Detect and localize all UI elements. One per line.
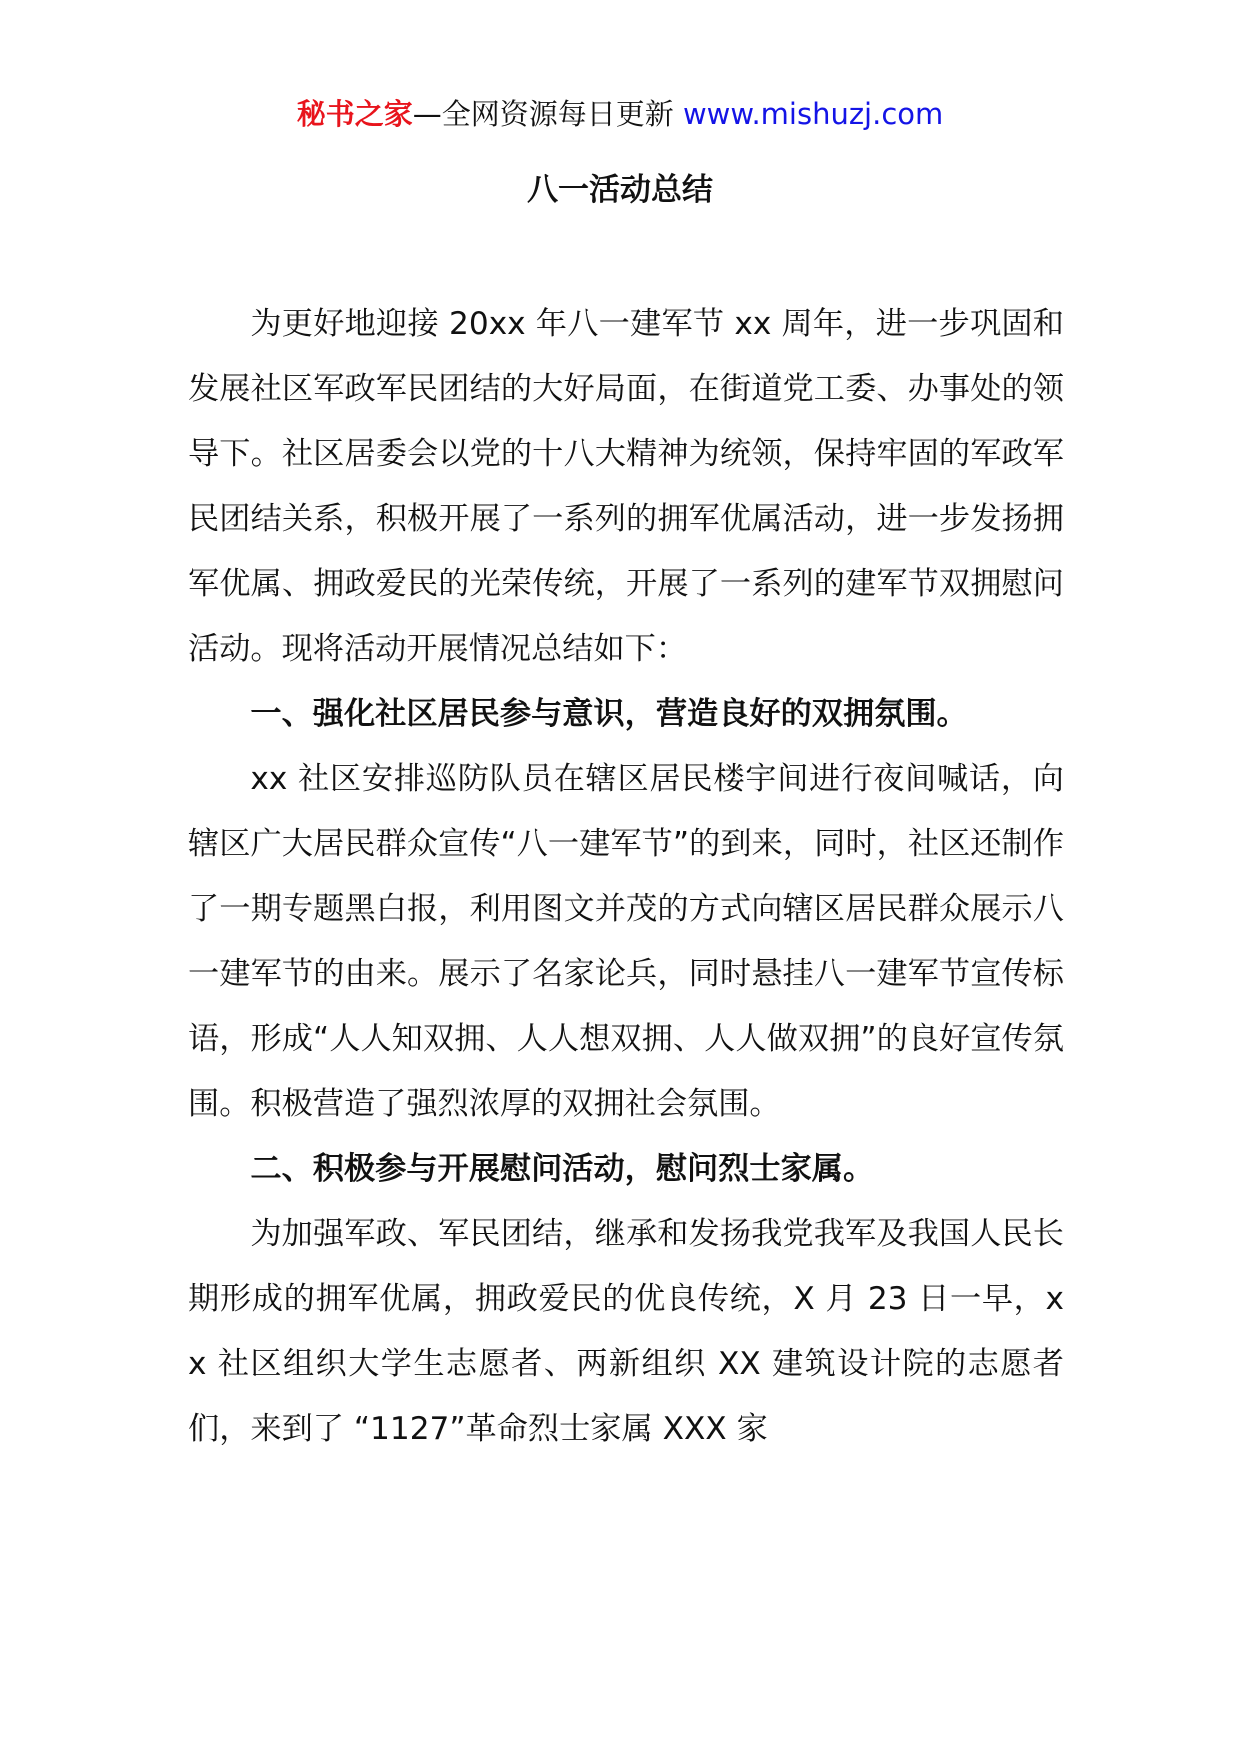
site-brand: 秘书之家	[296, 97, 413, 131]
section-paragraph-1: xx 社区安排巡防队员在辖区居民楼宇间进行夜间喊话，向辖区广大居民群众宣传“八一建军节”的到来，同时，社区还制作了一期专题黑白报，利用图文并茂的方式向辖区居民群众展示八一建军节的由来。展示了名家论兵，同时悬挂八一建军节宣传标语，形成“人人知双拥、人人想双拥、人人做双拥”的良好宣传氛围。积极营造了强烈浓厚的双拥社会氛围。	[188, 761, 1064, 1122]
site-header	[0, 94, 1240, 134]
site-url-link[interactable]: www.mishuzj.com	[682, 97, 944, 131]
intro-paragraph: 为更好地迎接 20xx 年八一建军节 xx 周年，进一步巩固和发展社区军政军民团结的大好局面，在街道党工委、办事处的领导下。社区居委会以党的十八大精神为统领，保持牢固的军政军民团结关系，积极开展了一系列的拥军优属活动，进一步发扬拥军优属、拥政爱民的光荣传统，开展了一系列的建军节双拥慰问活动。现将活动开展情况总结如下：	[188, 306, 1064, 667]
section-heading-2: 二、积极参与开展慰问活动，慰问烈士家属。	[250, 1151, 875, 1187]
document-body	[188, 292, 1064, 1462]
section-paragraph-2: 为加强军政、军民团结，继承和发扬我党我军及我国人民长期形成的拥军优属，拥政爱民的优良传统，X 月 23 日一早，xx 社区组织大学生志愿者、两新组织 XX 建筑设计院的志愿者们，来到了 “1127”革命烈士家属 XXX 家	[188, 1216, 1064, 1447]
document-title: 八一活动总结	[527, 172, 713, 208]
section-heading-1: 一、强化社区居民参与意识，营造良好的双拥氛围。	[250, 696, 968, 732]
site-tagline: —全网资源每日更新	[412, 97, 683, 131]
